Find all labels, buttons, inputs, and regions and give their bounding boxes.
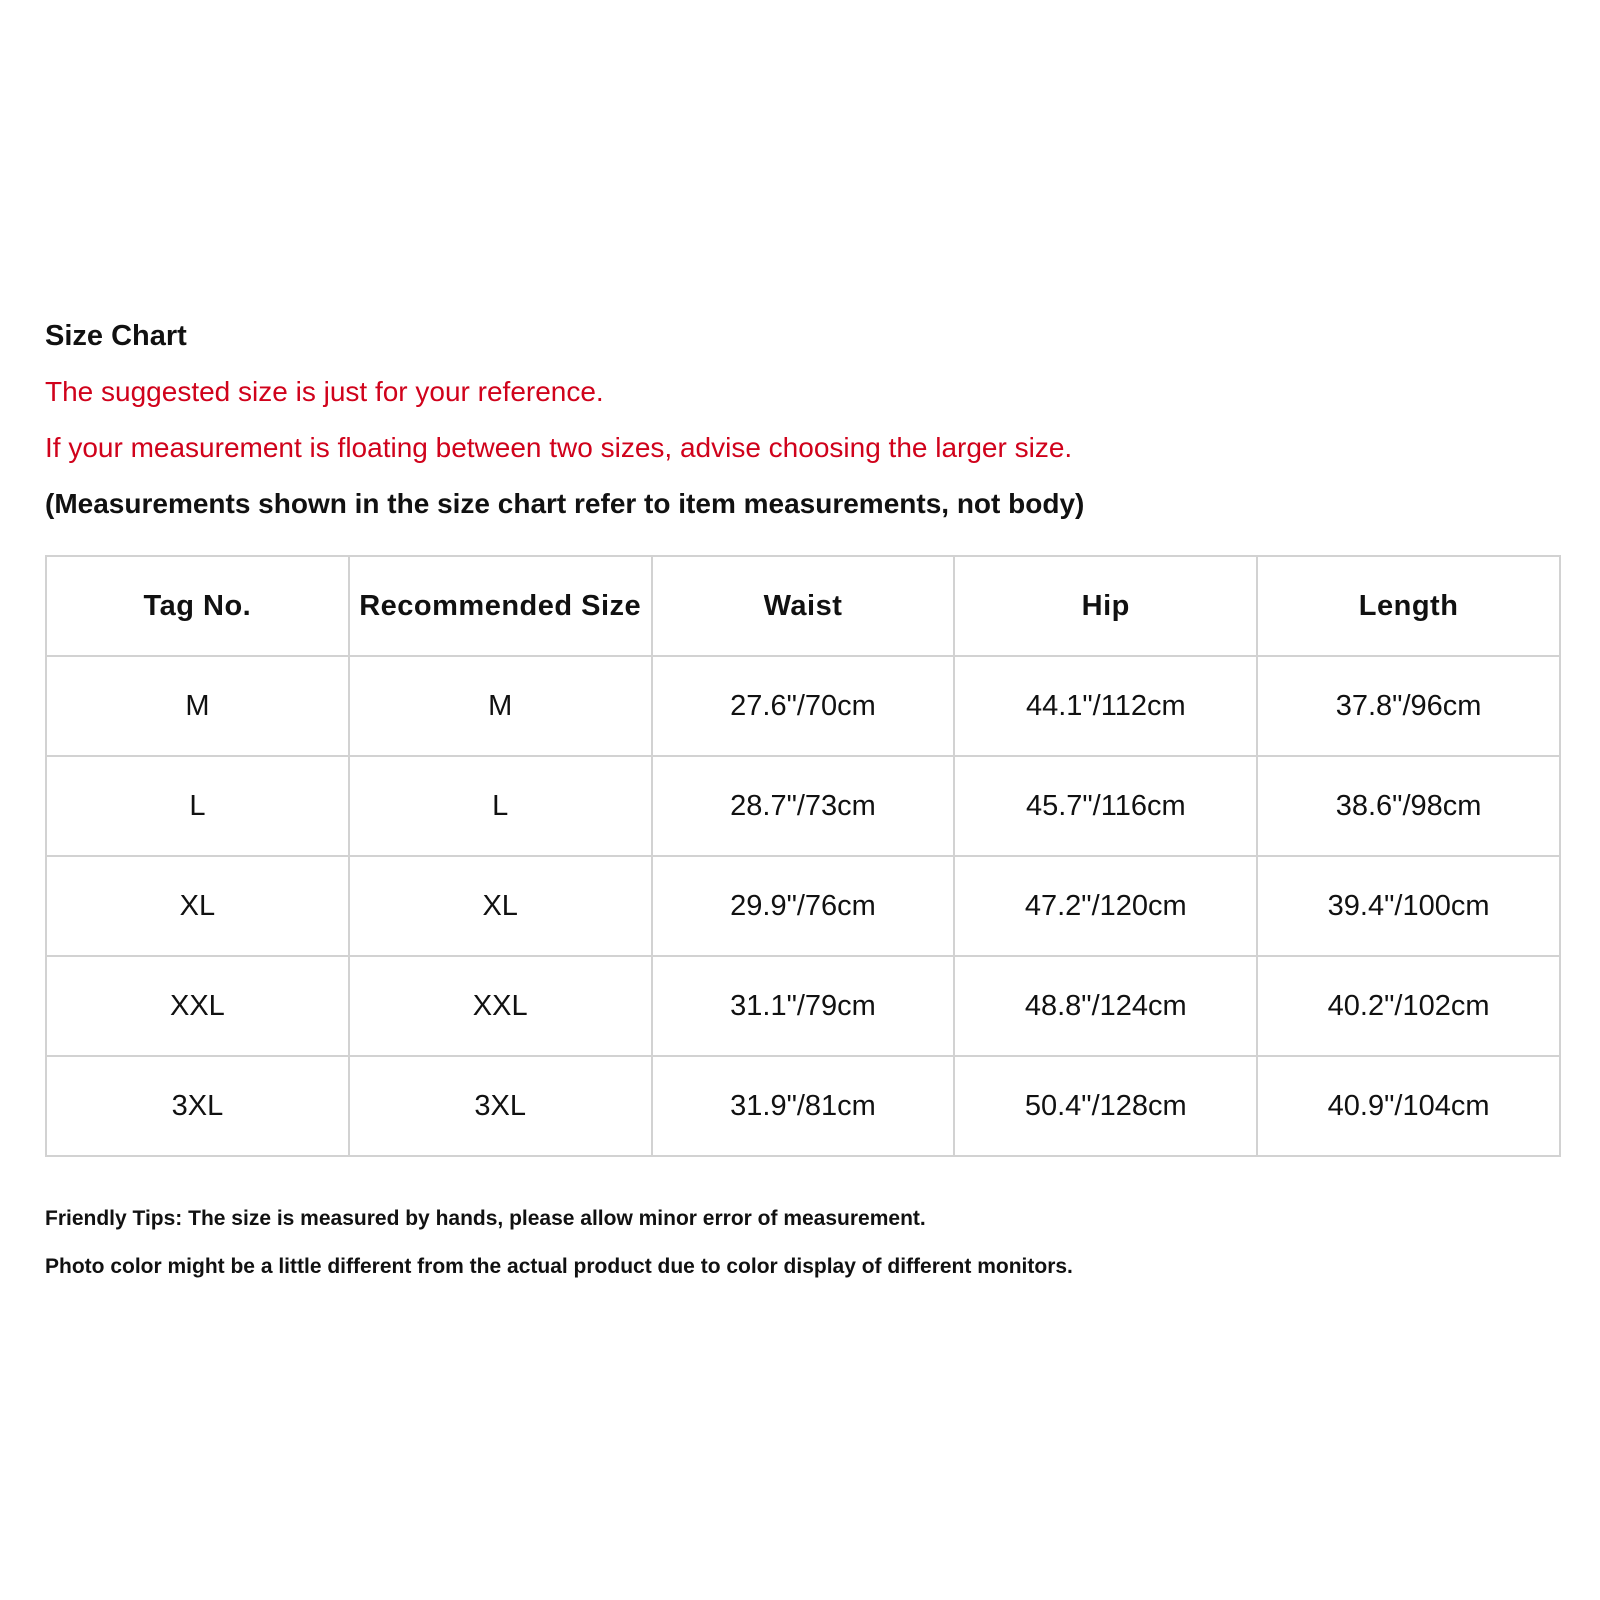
- measurement-disclaimer: (Measurements shown in the size chart refer to item measurements, not body): [45, 488, 1085, 519]
- cell-recommended-size: M: [349, 656, 652, 756]
- cell-length: 39.4"/100cm: [1257, 856, 1560, 956]
- cell-waist: 29.9"/76cm: [652, 856, 955, 956]
- column-header-hip: Hip: [954, 556, 1257, 656]
- friendly-tips: [45, 1205, 1560, 1301]
- size-table: [45, 555, 1561, 1157]
- cell-hip: 50.4"/128cm: [954, 1056, 1257, 1156]
- cell-recommended-size: XL: [349, 856, 652, 956]
- sizing-advice-note: If your measurement is floating between two sizes, advise choosing the larger size.: [45, 432, 1073, 463]
- cell-length: 37.8"/96cm: [1257, 656, 1560, 756]
- cell-recommended-size: L: [349, 756, 652, 856]
- table-header-row: [46, 556, 1560, 656]
- table-row: [46, 756, 1560, 856]
- color-display-tip: Photo color might be a little different from the actual product due to color display of different monitors.: [45, 1255, 1073, 1278]
- size-chart-header: [45, 318, 1560, 542]
- cell-tag-no: XXL: [46, 956, 349, 1056]
- cell-waist: 27.6"/70cm: [652, 656, 955, 756]
- table-row: [46, 1056, 1560, 1156]
- cell-tag-no: L: [46, 756, 349, 856]
- cell-recommended-size: 3XL: [349, 1056, 652, 1156]
- cell-length: 40.9"/104cm: [1257, 1056, 1560, 1156]
- column-header-length: Length: [1257, 556, 1560, 656]
- cell-hip: 44.1"/112cm: [954, 656, 1257, 756]
- column-header-recommended-size: Recommended Size: [349, 556, 652, 656]
- cell-length: 38.6"/98cm: [1257, 756, 1560, 856]
- cell-tag-no: XL: [46, 856, 349, 956]
- cell-waist: 28.7"/73cm: [652, 756, 955, 856]
- cell-waist: 31.1"/79cm: [652, 956, 955, 1056]
- column-header-tag-no: Tag No.: [46, 556, 349, 656]
- cell-recommended-size: XXL: [349, 956, 652, 1056]
- reference-note: The suggested size is just for your reference.: [45, 376, 604, 407]
- page-title: Size Chart: [45, 320, 187, 352]
- table-row: [46, 856, 1560, 956]
- cell-hip: 45.7"/116cm: [954, 756, 1257, 856]
- cell-length: 40.2"/102cm: [1257, 956, 1560, 1056]
- column-header-waist: Waist: [652, 556, 955, 656]
- table-row: [46, 656, 1560, 756]
- cell-tag-no: 3XL: [46, 1056, 349, 1156]
- cell-hip: 47.2"/120cm: [954, 856, 1257, 956]
- table-row: [46, 956, 1560, 1056]
- measurement-tip: Friendly Tips: The size is measured by hands, please allow minor error of measurement.: [45, 1207, 926, 1230]
- cell-waist: 31.9"/81cm: [652, 1056, 955, 1156]
- cell-tag-no: M: [46, 656, 349, 756]
- cell-hip: 48.8"/124cm: [954, 956, 1257, 1056]
